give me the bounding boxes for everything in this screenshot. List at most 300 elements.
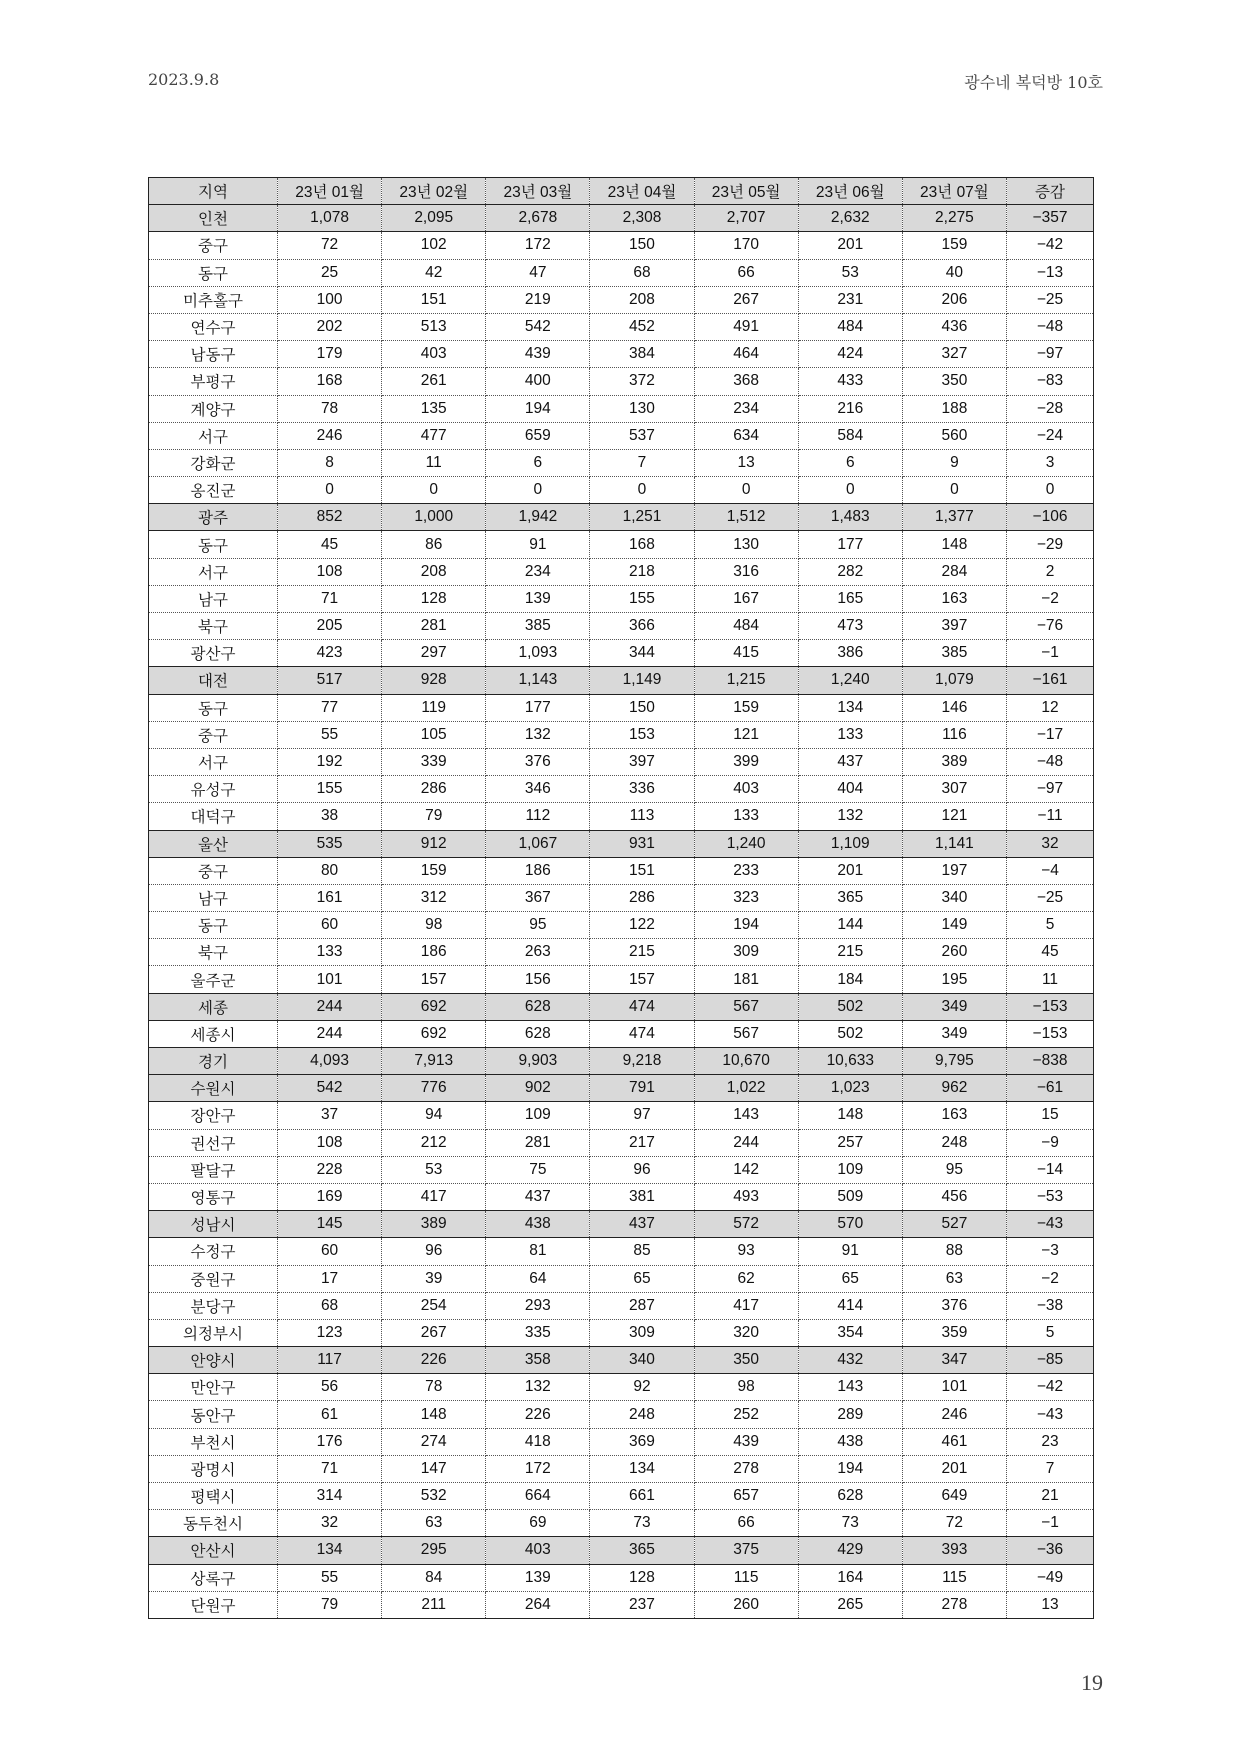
- value-cell: 108: [278, 558, 382, 585]
- value-cell: 286: [382, 776, 486, 803]
- region-name-cell: 중원구: [149, 1265, 278, 1292]
- value-cell: 128: [382, 585, 486, 612]
- table-row: [149, 1265, 1094, 1292]
- value-cell: 177: [486, 694, 590, 721]
- value-cell: 791: [590, 1075, 694, 1102]
- value-cell: 336: [590, 776, 694, 803]
- value-cell: 282: [798, 558, 902, 585]
- table-row: [149, 1238, 1094, 1265]
- region-name-cell: 안산시: [149, 1537, 278, 1564]
- value-cell: 201: [798, 232, 902, 259]
- table-row-region-total: [149, 1211, 1094, 1238]
- value-cell: 284: [902, 558, 1006, 585]
- value-cell: 287: [590, 1292, 694, 1319]
- value-cell: 139: [486, 1564, 590, 1591]
- value-cell: 201: [902, 1455, 1006, 1482]
- value-cell: 37: [278, 1102, 382, 1129]
- region-name-cell: 북구: [149, 613, 278, 640]
- change-cell: −24: [1007, 422, 1094, 449]
- value-cell: 439: [486, 341, 590, 368]
- value-cell: 66: [694, 1510, 798, 1537]
- value-cell: 473: [798, 613, 902, 640]
- value-cell: 350: [902, 368, 1006, 395]
- value-cell: 2,707: [694, 205, 798, 232]
- table-row: [149, 640, 1094, 667]
- change-cell: −85: [1007, 1347, 1094, 1374]
- value-cell: 657: [694, 1483, 798, 1510]
- value-cell: 244: [278, 1020, 382, 1047]
- region-name-cell: 유성구: [149, 776, 278, 803]
- region-name-cell: 팔달구: [149, 1156, 278, 1183]
- value-cell: 146: [902, 694, 1006, 721]
- table-row: [149, 531, 1094, 558]
- value-cell: 169: [278, 1183, 382, 1210]
- change-cell: −28: [1007, 395, 1094, 422]
- region-name-cell: 성남시: [149, 1211, 278, 1238]
- value-cell: 527: [902, 1211, 1006, 1238]
- table-row: [149, 341, 1094, 368]
- value-cell: 84: [382, 1564, 486, 1591]
- table-row: [149, 1292, 1094, 1319]
- value-cell: 297: [382, 640, 486, 667]
- value-cell: 148: [798, 1102, 902, 1129]
- region-name-cell: 장안구: [149, 1102, 278, 1129]
- value-cell: 634: [694, 422, 798, 449]
- value-cell: 439: [694, 1428, 798, 1455]
- value-cell: 79: [382, 803, 486, 830]
- table-row: [149, 585, 1094, 612]
- region-name-cell: 중구: [149, 232, 278, 259]
- value-cell: 148: [382, 1401, 486, 1428]
- value-cell: 902: [486, 1075, 590, 1102]
- value-cell: 80: [278, 857, 382, 884]
- value-cell: 1,149: [590, 667, 694, 694]
- change-cell: 5: [1007, 1319, 1094, 1346]
- value-cell: 234: [486, 558, 590, 585]
- value-cell: 186: [486, 857, 590, 884]
- value-cell: 115: [694, 1564, 798, 1591]
- value-cell: 153: [590, 721, 694, 748]
- value-cell: 389: [902, 748, 1006, 775]
- change-cell: −357: [1007, 205, 1094, 232]
- value-cell: 517: [278, 667, 382, 694]
- value-cell: 61: [278, 1401, 382, 1428]
- value-cell: 267: [382, 1319, 486, 1346]
- value-cell: 72: [902, 1510, 1006, 1537]
- value-cell: 347: [902, 1347, 1006, 1374]
- value-cell: 119: [382, 694, 486, 721]
- value-cell: 65: [590, 1265, 694, 1292]
- change-cell: −153: [1007, 1020, 1094, 1047]
- table-row: [149, 1591, 1094, 1618]
- region-name-cell: 만안구: [149, 1374, 278, 1401]
- value-cell: 316: [694, 558, 798, 585]
- change-cell: 3: [1007, 449, 1094, 476]
- table-row: [149, 912, 1094, 939]
- value-cell: 403: [382, 341, 486, 368]
- value-cell: 456: [902, 1183, 1006, 1210]
- value-cell: 513: [382, 313, 486, 340]
- value-cell: 2,275: [902, 205, 1006, 232]
- region-name-cell: 수정구: [149, 1238, 278, 1265]
- value-cell: 184: [798, 966, 902, 993]
- value-cell: 417: [694, 1292, 798, 1319]
- change-cell: 23: [1007, 1428, 1094, 1455]
- value-cell: 320: [694, 1319, 798, 1346]
- value-cell: 404: [798, 776, 902, 803]
- value-cell: 542: [278, 1075, 382, 1102]
- region-name-cell: 옹진군: [149, 477, 278, 504]
- table-row-region-total: [149, 667, 1094, 694]
- value-cell: 438: [486, 1211, 590, 1238]
- change-cell: 5: [1007, 912, 1094, 939]
- value-cell: 202: [278, 313, 382, 340]
- value-cell: 1,000: [382, 504, 486, 531]
- value-cell: 415: [694, 640, 798, 667]
- value-cell: 264: [486, 1591, 590, 1618]
- value-cell: 226: [486, 1401, 590, 1428]
- value-cell: 560: [902, 422, 1006, 449]
- value-cell: 134: [798, 694, 902, 721]
- value-cell: 0: [278, 477, 382, 504]
- value-cell: 17: [278, 1265, 382, 1292]
- value-cell: 208: [590, 286, 694, 313]
- value-cell: 161: [278, 884, 382, 911]
- value-cell: 71: [278, 1455, 382, 1482]
- value-cell: 7: [590, 449, 694, 476]
- value-cell: 349: [902, 993, 1006, 1020]
- value-cell: 307: [902, 776, 1006, 803]
- column-header-month: 23년 02월: [382, 178, 486, 205]
- change-cell: −106: [1007, 504, 1094, 531]
- value-cell: 0: [382, 477, 486, 504]
- value-cell: 86: [382, 531, 486, 558]
- table-row: [149, 857, 1094, 884]
- value-cell: 429: [798, 1537, 902, 1564]
- value-cell: 85: [590, 1238, 694, 1265]
- value-cell: 261: [382, 368, 486, 395]
- value-cell: 132: [798, 803, 902, 830]
- value-cell: 368: [694, 368, 798, 395]
- region-name-cell: 경기: [149, 1048, 278, 1075]
- table-row: [149, 422, 1094, 449]
- value-cell: 365: [590, 1537, 694, 1564]
- value-cell: 101: [902, 1374, 1006, 1401]
- value-cell: 39: [382, 1265, 486, 1292]
- table-row: [149, 1374, 1094, 1401]
- value-cell: 350: [694, 1347, 798, 1374]
- value-cell: 215: [798, 939, 902, 966]
- value-cell: 63: [382, 1510, 486, 1537]
- value-cell: 393: [902, 1537, 1006, 1564]
- value-cell: 206: [902, 286, 1006, 313]
- region-name-cell: 북구: [149, 939, 278, 966]
- value-cell: 212: [382, 1129, 486, 1156]
- value-cell: 252: [694, 1401, 798, 1428]
- value-cell: 159: [694, 694, 798, 721]
- value-cell: 65: [798, 1265, 902, 1292]
- change-cell: −161: [1007, 667, 1094, 694]
- value-cell: 437: [590, 1211, 694, 1238]
- change-cell: 2: [1007, 558, 1094, 585]
- value-cell: 117: [278, 1347, 382, 1374]
- value-cell: 567: [694, 993, 798, 1020]
- value-cell: 78: [382, 1374, 486, 1401]
- change-cell: −42: [1007, 232, 1094, 259]
- value-cell: 64: [486, 1265, 590, 1292]
- value-cell: 433: [798, 368, 902, 395]
- value-cell: 346: [486, 776, 590, 803]
- value-cell: 281: [382, 613, 486, 640]
- value-cell: 246: [278, 422, 382, 449]
- value-cell: 376: [486, 748, 590, 775]
- value-cell: 267: [694, 286, 798, 313]
- value-cell: 211: [382, 1591, 486, 1618]
- region-name-cell: 수원시: [149, 1075, 278, 1102]
- value-cell: 40: [902, 259, 1006, 286]
- value-cell: 537: [590, 422, 694, 449]
- change-cell: −29: [1007, 531, 1094, 558]
- value-cell: 172: [486, 1455, 590, 1482]
- value-cell: 649: [902, 1483, 1006, 1510]
- column-header-month: 23년 01월: [278, 178, 382, 205]
- value-cell: 1,251: [590, 504, 694, 531]
- change-cell: −97: [1007, 341, 1094, 368]
- table-row: [149, 776, 1094, 803]
- value-cell: 461: [902, 1428, 1006, 1455]
- change-cell: −97: [1007, 776, 1094, 803]
- value-cell: 215: [590, 939, 694, 966]
- value-cell: 2,678: [486, 205, 590, 232]
- value-cell: 436: [902, 313, 1006, 340]
- value-cell: 335: [486, 1319, 590, 1346]
- value-cell: 113: [590, 803, 694, 830]
- value-cell: 145: [278, 1211, 382, 1238]
- value-cell: 628: [798, 1483, 902, 1510]
- column-header-change: 증감: [1007, 178, 1094, 205]
- value-cell: 244: [694, 1129, 798, 1156]
- value-cell: 167: [694, 585, 798, 612]
- column-header-month: 23년 06월: [798, 178, 902, 205]
- value-cell: 164: [798, 1564, 902, 1591]
- change-cell: −838: [1007, 1048, 1094, 1075]
- value-cell: 423: [278, 640, 382, 667]
- value-cell: 234: [694, 395, 798, 422]
- table-row: [149, 477, 1094, 504]
- value-cell: 143: [694, 1102, 798, 1129]
- change-cell: 13: [1007, 1591, 1094, 1618]
- value-cell: 32: [278, 1510, 382, 1537]
- value-cell: 105: [382, 721, 486, 748]
- value-cell: 244: [278, 993, 382, 1020]
- value-cell: 100: [278, 286, 382, 313]
- value-cell: 295: [382, 1537, 486, 1564]
- value-cell: 257: [798, 1129, 902, 1156]
- value-cell: 66: [694, 259, 798, 286]
- value-cell: 4,093: [278, 1048, 382, 1075]
- value-cell: 60: [278, 912, 382, 939]
- column-header-month: 23년 07월: [902, 178, 1006, 205]
- table-row: [149, 368, 1094, 395]
- change-cell: 45: [1007, 939, 1094, 966]
- value-cell: 133: [798, 721, 902, 748]
- value-cell: 572: [694, 1211, 798, 1238]
- region-name-cell: 서구: [149, 748, 278, 775]
- table-row-region-total: [149, 1048, 1094, 1075]
- value-cell: 375: [694, 1537, 798, 1564]
- table-row: [149, 1020, 1094, 1047]
- value-cell: 340: [590, 1347, 694, 1374]
- value-cell: 165: [798, 585, 902, 612]
- value-cell: 231: [798, 286, 902, 313]
- value-cell: 509: [798, 1183, 902, 1210]
- value-cell: 168: [278, 368, 382, 395]
- value-cell: 309: [590, 1319, 694, 1346]
- value-cell: 139: [486, 585, 590, 612]
- value-cell: 2,095: [382, 205, 486, 232]
- value-cell: 928: [382, 667, 486, 694]
- value-cell: 186: [382, 939, 486, 966]
- value-cell: 181: [694, 966, 798, 993]
- region-name-cell: 평택시: [149, 1483, 278, 1510]
- value-cell: 278: [902, 1591, 1006, 1618]
- value-cell: 218: [590, 558, 694, 585]
- value-cell: 163: [902, 1102, 1006, 1129]
- table-row: [149, 884, 1094, 911]
- region-name-cell: 부평구: [149, 368, 278, 395]
- value-cell: 95: [486, 912, 590, 939]
- value-cell: 309: [694, 939, 798, 966]
- value-cell: 63: [902, 1265, 1006, 1292]
- value-cell: 109: [798, 1156, 902, 1183]
- value-cell: 216: [798, 395, 902, 422]
- value-cell: 692: [382, 993, 486, 1020]
- value-cell: 53: [798, 259, 902, 286]
- value-cell: 155: [590, 585, 694, 612]
- region-name-cell: 동안구: [149, 1401, 278, 1428]
- region-name-cell: 대덕구: [149, 803, 278, 830]
- table-row-region-total: [149, 1537, 1094, 1564]
- value-cell: 381: [590, 1183, 694, 1210]
- table-row: [149, 1156, 1094, 1183]
- change-cell: 12: [1007, 694, 1094, 721]
- value-cell: 157: [382, 966, 486, 993]
- change-cell: −53: [1007, 1183, 1094, 1210]
- value-cell: 228: [278, 1156, 382, 1183]
- value-cell: 8: [278, 449, 382, 476]
- value-cell: 112: [486, 803, 590, 830]
- value-cell: 172: [486, 232, 590, 259]
- value-cell: 92: [590, 1374, 694, 1401]
- value-cell: 464: [694, 341, 798, 368]
- table-row-region-total: [149, 993, 1094, 1020]
- value-cell: 474: [590, 993, 694, 1020]
- region-name-cell: 중구: [149, 721, 278, 748]
- value-cell: 115: [902, 1564, 1006, 1591]
- value-cell: 0: [486, 477, 590, 504]
- value-cell: 278: [694, 1455, 798, 1482]
- value-cell: 1,078: [278, 205, 382, 232]
- value-cell: 68: [278, 1292, 382, 1319]
- value-cell: 79: [278, 1591, 382, 1618]
- region-name-cell: 광명시: [149, 1455, 278, 1482]
- value-cell: 71: [278, 585, 382, 612]
- value-cell: 194: [486, 395, 590, 422]
- table-body: [149, 205, 1094, 1619]
- value-cell: 484: [798, 313, 902, 340]
- value-cell: 108: [278, 1129, 382, 1156]
- value-cell: 150: [590, 232, 694, 259]
- region-name-cell: 부천시: [149, 1428, 278, 1455]
- value-cell: 1,141: [902, 830, 1006, 857]
- value-cell: 60: [278, 1238, 382, 1265]
- value-cell: 56: [278, 1374, 382, 1401]
- value-cell: 263: [486, 939, 590, 966]
- value-cell: 53: [382, 1156, 486, 1183]
- value-cell: 399: [694, 748, 798, 775]
- change-cell: −76: [1007, 613, 1094, 640]
- value-cell: 93: [694, 1238, 798, 1265]
- value-cell: 45: [278, 531, 382, 558]
- value-cell: 354: [798, 1319, 902, 1346]
- value-cell: 477: [382, 422, 486, 449]
- value-cell: 385: [486, 613, 590, 640]
- value-cell: 384: [590, 341, 694, 368]
- value-cell: 1,240: [798, 667, 902, 694]
- value-cell: 314: [278, 1483, 382, 1510]
- value-cell: 75: [486, 1156, 590, 1183]
- value-cell: 246: [902, 1401, 1006, 1428]
- region-name-cell: 권선구: [149, 1129, 278, 1156]
- column-header-month: 23년 03월: [486, 178, 590, 205]
- value-cell: 1,143: [486, 667, 590, 694]
- value-cell: 403: [694, 776, 798, 803]
- change-cell: −2: [1007, 1265, 1094, 1292]
- value-cell: 122: [590, 912, 694, 939]
- value-cell: 931: [590, 830, 694, 857]
- value-cell: 0: [902, 477, 1006, 504]
- value-cell: 98: [382, 912, 486, 939]
- value-cell: 109: [486, 1102, 590, 1129]
- region-name-cell: 미추홀구: [149, 286, 278, 313]
- value-cell: 101: [278, 966, 382, 993]
- value-cell: 661: [590, 1483, 694, 1510]
- value-cell: 0: [590, 477, 694, 504]
- value-cell: 1,109: [798, 830, 902, 857]
- value-cell: 159: [382, 857, 486, 884]
- value-cell: 91: [486, 531, 590, 558]
- value-cell: 176: [278, 1428, 382, 1455]
- region-name-cell: 단원구: [149, 1591, 278, 1618]
- value-cell: 293: [486, 1292, 590, 1319]
- value-cell: 205: [278, 613, 382, 640]
- value-cell: 168: [590, 531, 694, 558]
- value-cell: 254: [382, 1292, 486, 1319]
- value-cell: 94: [382, 1102, 486, 1129]
- column-header-region: 지역: [149, 178, 278, 205]
- value-cell: 144: [798, 912, 902, 939]
- region-name-cell: 서구: [149, 422, 278, 449]
- value-cell: 628: [486, 1020, 590, 1047]
- region-name-cell: 대전: [149, 667, 278, 694]
- change-cell: −42: [1007, 1374, 1094, 1401]
- region-name-cell: 동구: [149, 694, 278, 721]
- value-cell: 437: [486, 1183, 590, 1210]
- page-number: 19: [1081, 1670, 1103, 1695]
- value-cell: 389: [382, 1211, 486, 1238]
- value-cell: 414: [798, 1292, 902, 1319]
- value-cell: 73: [798, 1510, 902, 1537]
